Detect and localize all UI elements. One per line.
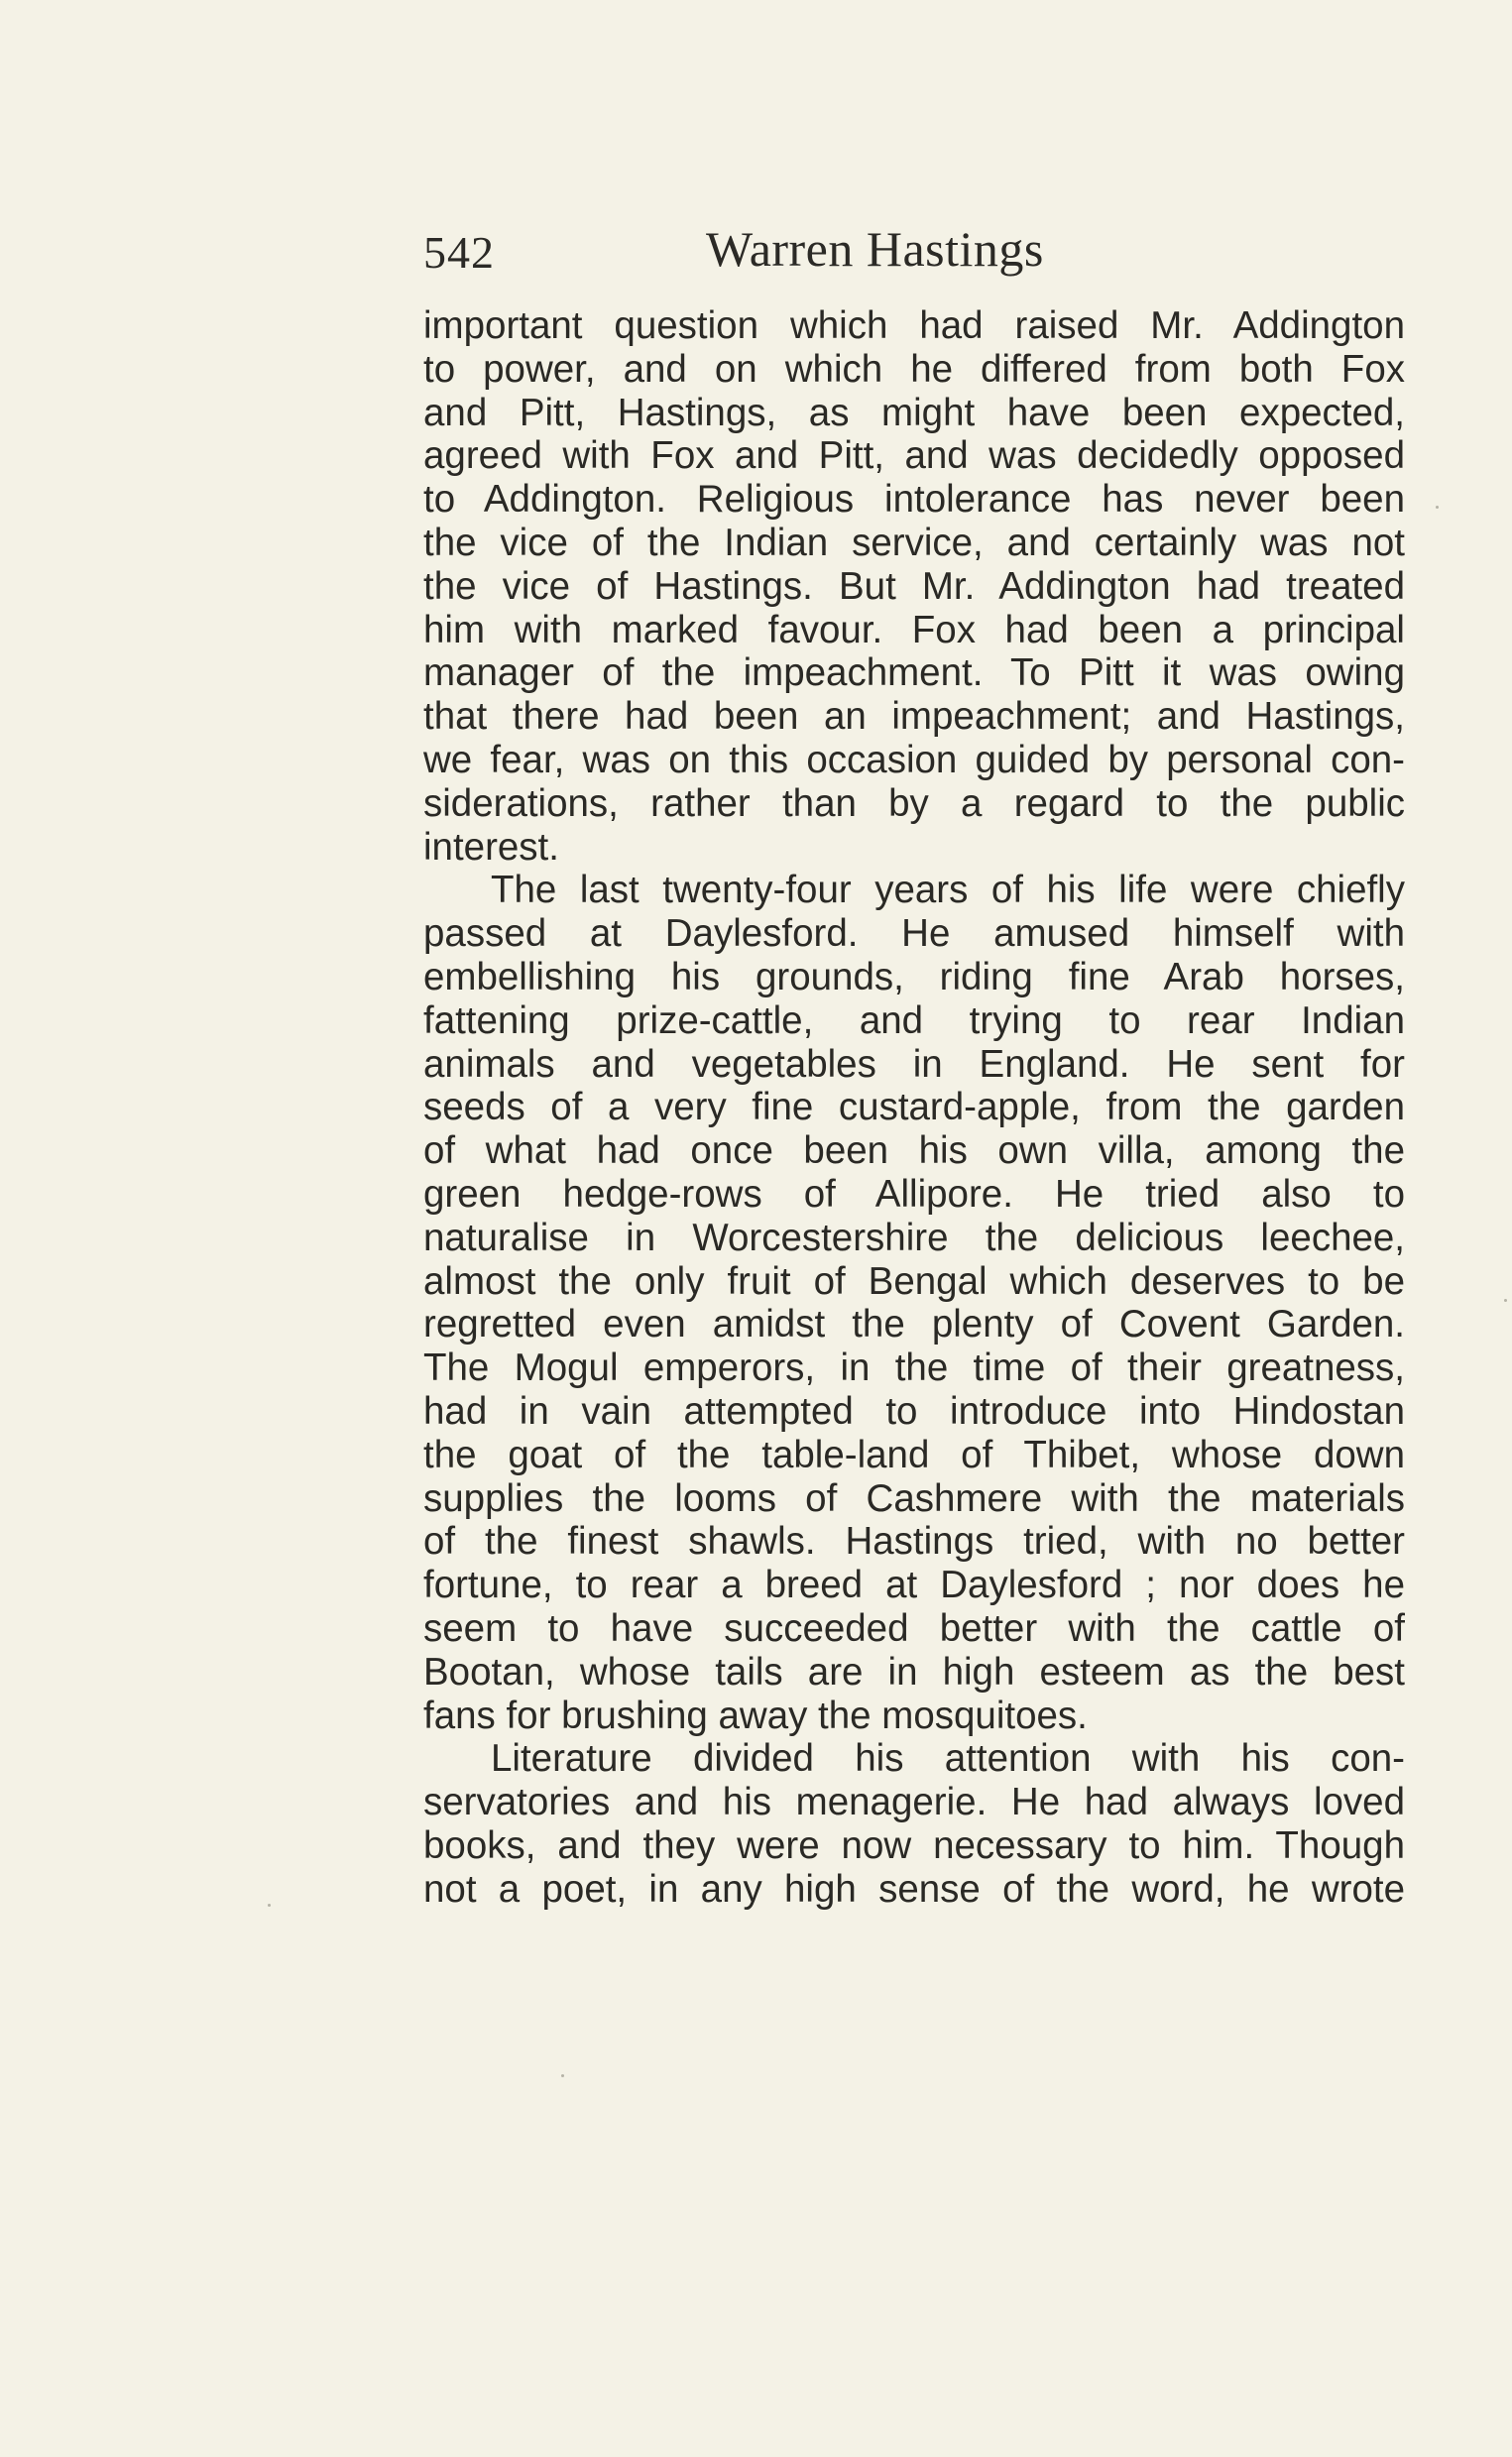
text-line: the vice of Hastings. But Mr. Addington had treated [423, 564, 1405, 608]
text-line: manager of the impeachment. To Pitt it was owing [423, 651, 1405, 695]
text-line: to power, and on which he differed from both Fox [423, 347, 1405, 391]
text-line: interest. [423, 825, 559, 869]
text-line: servatories and his menagerie. He had always loved [423, 1781, 1405, 1824]
paper-speck [1504, 1299, 1507, 1302]
paragraph [423, 304, 1405, 869]
text-line: naturalise in Worcestershire the delicious leechee, [423, 1216, 1405, 1259]
text-line: embellishing his grounds, riding fine Arab horses, [423, 955, 1405, 998]
text-line: we fear, was on this occasion guided by personal con- [423, 738, 1405, 781]
text-line: Bootan, whose tails are in high esteem as the best [423, 1650, 1405, 1694]
paragraph [423, 1737, 1405, 1911]
paper-speck [268, 1904, 271, 1907]
body-text [423, 304, 1405, 1911]
text-line: to Addington. Religious intolerance has never been [423, 478, 1405, 522]
text-line: that there had been an impeachment; and Hastings, [423, 695, 1405, 739]
text-line: fortune, to rear a breed at Daylesford ; nor does he [423, 1564, 1405, 1607]
text-line: The Mogul emperors, in the time of their greatness, [423, 1346, 1405, 1390]
text-line: had in vain attempted to introduce into Hindostan [423, 1389, 1405, 1433]
text-line: of what had once been his own villa, among the [423, 1129, 1405, 1173]
text-line: Literature divided his attention with his con- [491, 1737, 1405, 1781]
text-line: him with marked favour. Fox had been a principal [423, 608, 1405, 651]
text-line: siderations, rather than by a regard to the public [423, 781, 1405, 825]
text-line: almost the only fruit of Bengal which deserves to be [423, 1259, 1405, 1303]
text-line: agreed with Fox and Pitt, and was decidedly opposed [423, 434, 1405, 478]
text-line: The last twenty-four years of his life were chiefly [491, 869, 1405, 912]
paper-speck [561, 2074, 564, 2077]
text-line: the goat of the table-land of Thibet, whose down [423, 1433, 1405, 1476]
text-line: fans for brushing away the mosquitoes. [423, 1694, 1088, 1737]
text-line: seeds of a very fine custard-apple, from the garden [423, 1086, 1405, 1129]
paper-speck [1436, 506, 1439, 509]
text-line: and Pitt, Hastings, as might have been expected, [423, 391, 1405, 434]
text-line: regretted even amidst the plenty of Covent Garden. [423, 1303, 1405, 1346]
text-line: fattening prize-cattle, and trying to rear Indian [423, 998, 1405, 1042]
text-line: not a poet, in any high sense of the word, he wrote [423, 1867, 1405, 1911]
paragraph [423, 869, 1405, 1737]
page-number: 542 [423, 227, 495, 278]
text-line: the vice of the Indian service, and certainly was not [423, 521, 1405, 564]
text-line: passed at Daylesford. He amused himself with [423, 912, 1405, 956]
text-line: seem to have succeeded better with the cattle of [423, 1606, 1405, 1650]
text-line: supplies the looms of Cashmere with the materials [423, 1476, 1405, 1520]
running-title: Warren Hastings [706, 221, 1044, 277]
text-line: animals and vegetables in England. He sent for [423, 1042, 1405, 1086]
text-line: books, and they were now necessary to him. Though [423, 1823, 1405, 1867]
text-line: of the finest shawls. Hastings tried, with no better [423, 1520, 1405, 1564]
page-header [423, 220, 1415, 290]
text-line: green hedge-rows of Allipore. He tried also to [423, 1172, 1405, 1216]
text-line: important question which had raised Mr. Addington [423, 304, 1405, 347]
